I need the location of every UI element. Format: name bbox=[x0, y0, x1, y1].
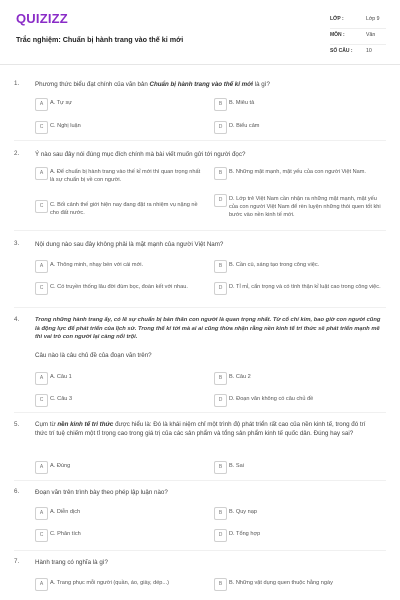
option-text: B. Những vật dụng quen thuộc hằng ngày bbox=[229, 580, 333, 586]
option-letter-badge: C bbox=[35, 282, 48, 295]
option-letter-badge: B bbox=[214, 578, 227, 591]
question-text-part: Phương thức biểu đạt chính của văn bản bbox=[35, 81, 150, 88]
option-a[interactable] bbox=[35, 167, 205, 181]
option-letter-badge: B bbox=[214, 98, 227, 111]
option-letter-badge: D bbox=[214, 282, 227, 295]
question-number: 5. bbox=[14, 421, 20, 428]
question-number: 7. bbox=[14, 558, 20, 565]
option-letter-badge: D bbox=[214, 194, 227, 207]
reading-passage: Trong những hành trang ấy, có lẽ sự chuẩn bị bản thân con người là quan trọng nhất. Từ cổ chí kim, bao giờ con người cũng là động lực để phát triển của lịch sử. Trong thế kỉ tới mà ai ai cũng thừa nhận rằng nền kinh tế tri thức sẽ phát triển mạnh mẽ thì vai trò con người lại càng nổi trội. bbox=[35, 317, 381, 341]
question-number: 3. bbox=[14, 240, 20, 247]
option-d[interactable] bbox=[214, 121, 384, 135]
meta-count-label: SỐ CÂU : bbox=[330, 48, 353, 54]
meta-subject-label: MÔN : bbox=[330, 32, 345, 38]
option-text: B. Miêu tả bbox=[229, 100, 255, 106]
worksheet-title: Trắc nghiệm: Chuẩn bị hành trang vào thế kỉ mới bbox=[16, 35, 184, 44]
meta-count-value: 10 bbox=[366, 48, 372, 54]
question-text: Đoạn văn trên trình bày theo phép lập luận nào? bbox=[35, 489, 168, 496]
option-b[interactable] bbox=[214, 578, 384, 592]
question-text bbox=[35, 80, 378, 89]
option-text: B. Câu 2 bbox=[229, 374, 251, 380]
option-a[interactable] bbox=[35, 98, 205, 112]
meta-count-row bbox=[330, 45, 386, 60]
meta-class-label: LỚP : bbox=[330, 16, 344, 22]
option-b[interactable] bbox=[214, 461, 384, 475]
option-d[interactable] bbox=[214, 529, 384, 543]
option-a[interactable] bbox=[35, 372, 205, 386]
question-text bbox=[35, 421, 378, 438]
option-letter-badge: A bbox=[35, 260, 48, 273]
option-text: A. Đúng bbox=[50, 463, 71, 469]
option-b[interactable] bbox=[214, 260, 384, 274]
option-letter-badge: A bbox=[35, 372, 48, 385]
option-letter-badge: B bbox=[214, 461, 227, 474]
question-text: Ý nào sau đây nói đúng mục đích chính mà bài viết muốn gửi tới người đọc? bbox=[35, 151, 246, 158]
question-number: 6. bbox=[14, 488, 20, 495]
option-d[interactable] bbox=[214, 194, 384, 218]
option-text: D. Lớp trẻ Việt Nam cần nhận ra những mặt mạnh, mặt yếu của con người Việt Nam để rèn luyện những thói quen tốt khi bước vào nền kinh tế mới. bbox=[229, 196, 381, 218]
option-letter-badge: A bbox=[35, 507, 48, 520]
option-letter-badge: D bbox=[214, 121, 227, 134]
option-text: A. Trang phục mỗi người (quần, áo, giày, dép...) bbox=[50, 580, 169, 586]
option-letter-badge: C bbox=[35, 200, 48, 213]
option-text: C. Nghị luận bbox=[50, 123, 81, 129]
option-letter-badge: B bbox=[214, 260, 227, 273]
option-text: B. Cần cù, sáng tạo trong công việc. bbox=[229, 262, 320, 268]
option-b[interactable] bbox=[214, 167, 384, 181]
meta-class-value: Lớp 9 bbox=[366, 16, 380, 22]
worksheet-header bbox=[0, 0, 400, 65]
question-number: 2. bbox=[14, 150, 20, 157]
question-text: Câu nào là câu chủ đề của đoạn văn trên? bbox=[35, 352, 152, 359]
option-text: A. Câu 1 bbox=[50, 374, 72, 380]
worksheet-meta bbox=[330, 13, 386, 60]
question-text-emphasis: Chuẩn bị hành trang vào thế kỉ mới bbox=[149, 81, 254, 88]
option-text: C. Câu 3 bbox=[50, 396, 73, 402]
option-text: D. Biểu cảm bbox=[229, 123, 260, 129]
option-b[interactable] bbox=[214, 507, 384, 521]
option-a[interactable] bbox=[35, 461, 205, 475]
option-letter-badge: A bbox=[35, 461, 48, 474]
quizizz-logo[interactable]: QUIZIZZ bbox=[16, 11, 68, 26]
option-c[interactable] bbox=[35, 200, 205, 214]
question-divider bbox=[14, 307, 386, 308]
option-letter-badge: B bbox=[214, 167, 227, 180]
question-text: Nội dung nào sau đây không phải là mặt mạnh của người Việt Nam? bbox=[35, 241, 224, 248]
option-letter-badge: C bbox=[35, 529, 48, 542]
question-text-emphasis: nền kinh tế tri thức bbox=[57, 421, 114, 428]
option-letter-badge: C bbox=[35, 121, 48, 134]
option-text: A. Diễn dịch bbox=[50, 509, 81, 515]
question-divider bbox=[14, 550, 386, 551]
option-a[interactable] bbox=[35, 507, 205, 521]
meta-subject-row bbox=[330, 29, 386, 45]
option-d[interactable] bbox=[214, 394, 384, 408]
meta-subject-value: Văn bbox=[366, 32, 376, 38]
question-text-part: Cụm từ bbox=[35, 421, 58, 428]
option-text: D. Tổng hợp bbox=[229, 531, 261, 537]
option-a[interactable] bbox=[35, 578, 205, 592]
meta-class-row bbox=[330, 13, 386, 29]
option-text: D. Tỉ mỉ, cẩn trọng và có tính thận kỉ luật cao trong công việc. bbox=[229, 284, 381, 290]
option-text: A. Tự sự bbox=[50, 100, 72, 106]
option-letter-badge: B bbox=[214, 507, 227, 520]
option-c[interactable] bbox=[35, 529, 205, 543]
option-text: B. Quy nạp bbox=[229, 509, 257, 515]
option-b[interactable] bbox=[214, 372, 384, 386]
option-letter-badge: A bbox=[35, 167, 48, 180]
option-letter-badge: D bbox=[214, 529, 227, 542]
option-c[interactable] bbox=[35, 121, 205, 135]
option-letter-badge: A bbox=[35, 578, 48, 591]
option-text: B. Những mặt mạnh, mặt yếu của con người Việt Nam. bbox=[229, 169, 366, 175]
question-number: 1. bbox=[14, 80, 20, 87]
option-text: A. Để chuẩn bị hành trang vào thế kỉ mới thì quan trọng nhất là sự chuẩn bị về con người. bbox=[50, 169, 201, 183]
question-text: Hành trang có nghĩa là gì? bbox=[35, 559, 108, 566]
question-text-part: được hiểu là: Đó là khái niệm chỉ một trình độ phát triển rất cao của nền kinh tế, trong đó trí thức trí tuệ chiếm một tỉ trọng cao trong giá trị của các sản phẩm và tổng sản phẩm kinh tế quốc dân. Đúng hay sai? bbox=[35, 421, 366, 437]
option-text: C. Bối cảnh thế giới hiện nay đang đặt ra nhiệm vụ nặng nề cho đất nước. bbox=[50, 202, 198, 216]
option-letter-badge: C bbox=[35, 394, 48, 407]
question-number: 4. bbox=[14, 316, 20, 323]
option-letter-badge: A bbox=[35, 98, 48, 111]
option-a[interactable] bbox=[35, 260, 205, 274]
option-d[interactable] bbox=[214, 282, 384, 296]
question-divider bbox=[14, 140, 386, 141]
option-letter-badge: B bbox=[214, 372, 227, 385]
question-divider bbox=[14, 412, 386, 413]
question-text-part: là gì? bbox=[253, 81, 270, 88]
option-c[interactable] bbox=[35, 282, 205, 296]
option-text: C. Có truyền thống lâu đời đùm bọc, đoàn kết với nhau. bbox=[50, 284, 188, 290]
option-text: A. Thông minh, nhạy bén với cái mới. bbox=[50, 262, 144, 268]
option-letter-badge: D bbox=[214, 394, 227, 407]
option-c[interactable] bbox=[35, 394, 205, 408]
question-divider bbox=[14, 230, 386, 231]
option-text: D. Đoạn văn không có câu chủ đề bbox=[229, 396, 314, 402]
question-divider bbox=[14, 480, 386, 481]
option-text: B. Sai bbox=[229, 463, 244, 469]
option-b[interactable] bbox=[214, 98, 384, 112]
option-text: C. Phân tích bbox=[50, 531, 81, 537]
